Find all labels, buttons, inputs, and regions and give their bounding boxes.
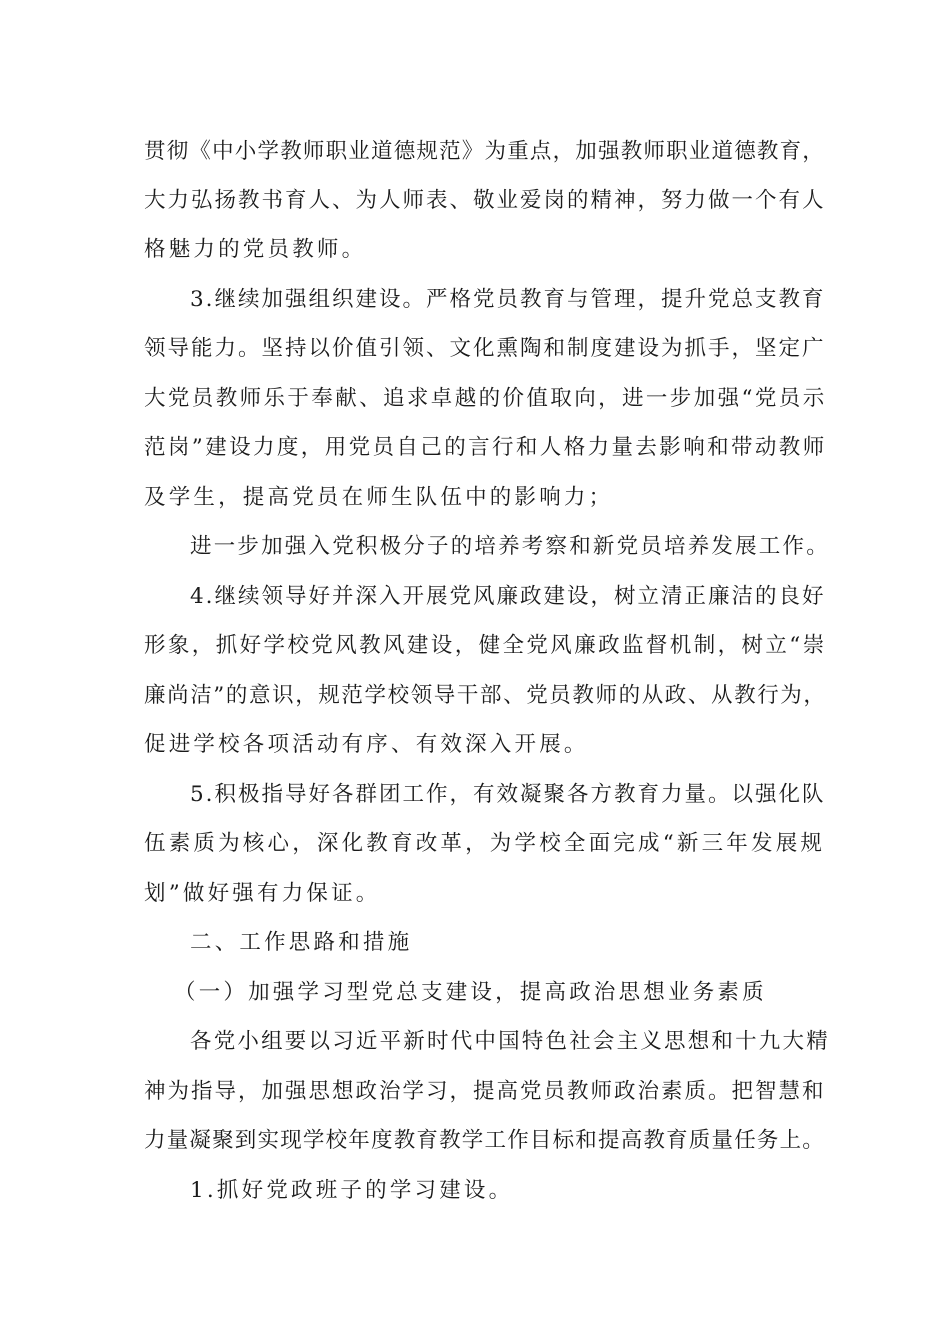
paragraph-line: 及学生，提高党员在师生队伍中的影响力； [144, 485, 614, 510]
paragraph-line: 进一步加强入党积极分子的培养考察和新党员培养发展工作。 [190, 534, 830, 559]
paragraph-line: 廉尚洁”的意识，规范学校领导干部、党员教师的从政、从教行为， [144, 683, 827, 708]
paragraph-line: 大力弘扬教书育人、为人师表、敬业爱岗的精神，努力做一个有人 [144, 188, 826, 213]
paragraph-line: 神为指导，加强思想政治学习，提高党员教师政治素质。把智慧和 [144, 1079, 826, 1104]
paragraph-line: 划”做好强有力保证。 [144, 881, 381, 906]
paragraph-line: 5.积极指导好各群团工作，有效凝聚各方教育力量。以强化队 [190, 782, 826, 807]
paragraph-line: 格魅力的党员教师。 [144, 237, 367, 262]
paragraph-line: 各党小组要以习近平新时代中国特色社会主义思想和十九大精 [190, 1029, 830, 1054]
subsection-heading: （一）加强学习型党总支建设，提高政治思想业务素质 [174, 980, 767, 1005]
paragraph-line: 3.继续加强组织建设。严格党员教育与管理，提升党总支教育 [190, 287, 826, 312]
paragraph-line: 形象，抓好学校党风教风建设，健全党风廉政监督机制，树立“崇 [144, 633, 827, 658]
paragraph-line: 大党员教师乐于奉献、追求卓越的价值取向，进一步加强“党员示 [144, 386, 827, 411]
section-heading: 二、工作思路和措施 [190, 930, 413, 955]
paragraph-line: 伍素质为核心，深化教育改革，为学校全面完成“新三年发展规 [144, 831, 826, 856]
paragraph-line: 范岗”建设力度，用党员自己的言行和人格力量去影响和带动教师 [144, 435, 827, 460]
paragraph-line: 领导能力。坚持以价值引领、文化熏陶和制度建设为抓手，坚定广 [144, 336, 826, 361]
paragraph-line: 贯彻《中小学教师职业道德规范》为重点，加强教师职业道德教育， [144, 139, 826, 164]
paragraph-line: 1.抓好党政班子的学习建设。 [190, 1178, 514, 1203]
paragraph-line: 促进学校各项活动有序、有效深入开展。 [144, 732, 589, 757]
paragraph-line: 4.继续领导好并深入开展党风廉政建设，树立清正廉洁的良好 [190, 584, 826, 609]
paragraph-line: 力量凝聚到实现学校年度教育教学工作目标和提高教育质量任务上。 [144, 1128, 826, 1153]
